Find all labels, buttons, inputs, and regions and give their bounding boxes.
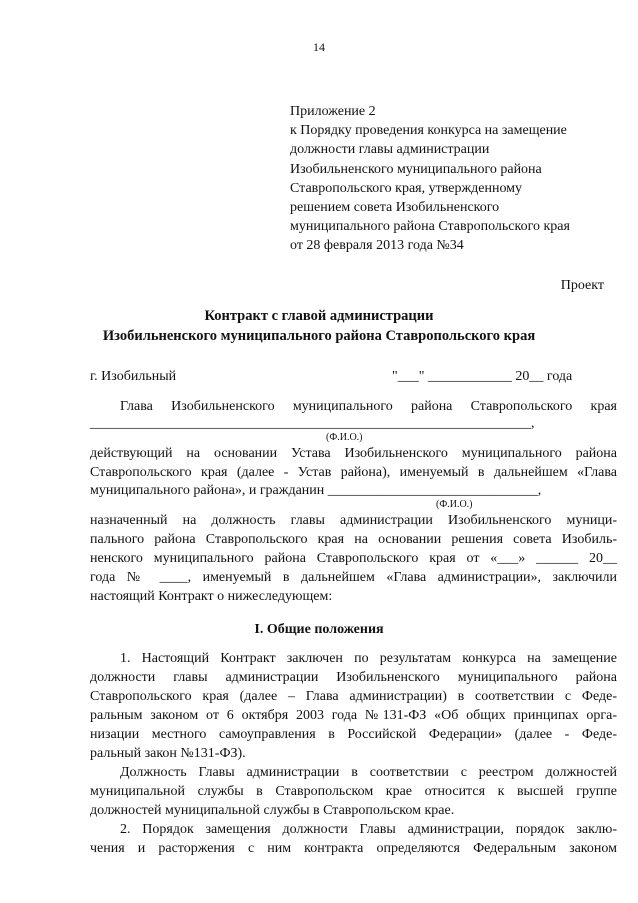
draft-label: Проект [560,278,604,293]
text-line: низации местного самоуправления в Российской Федерации» (далее - Феде- [90,727,617,742]
name-blank-line: _______________________________________________________________, [90,416,535,431]
text-line: Должность Главы администрации в соответствии с реестром должностей [120,765,617,780]
appendix-line: Приложение 2 [290,104,376,119]
text-line: 2. Порядок замещения должности Главы администрации, порядок заклю- [120,822,617,837]
text-line: 1. Настоящий Контракт заключен по результатам конкурса на замещение [120,651,617,666]
fio-caption: (Ф.И.О.) [326,432,363,443]
appendix-line: к Порядку проведения конкурса на замещение [290,123,567,139]
text-line: Ставропольского края (далее – Глава администрации) в соответствии с Феде- [90,689,617,704]
text-line: назначенный на должность главы администрации Изобильненского муници- [90,513,617,528]
text-line: Глава Изобильненского муниципального района Ставропольского края [120,399,617,414]
text-line: настоящий Контракт о нижеследующем: [90,589,333,604]
text-line: ненского муниципального района Ставропольского края от «___» ______ 20__ [90,551,617,566]
text-line: действующий на основании Устава Изобильненского муниципального района [90,446,617,461]
text-line: должностей муниципальной службы в Ставропольском крае. [90,803,455,818]
appendix-line: решением совета Изобильненского [290,200,500,216]
appendix-block [290,102,570,256]
text-line: ральный закон №131-ФЗ). [90,746,246,761]
section-1-body [90,649,617,858]
appendix-line: муниципального района Ставропольского края [290,219,570,235]
text-line: муниципального района», и гражданин ______________________________, [90,483,542,498]
page-number: 14 [313,40,325,54]
text-line: Ставропольского края (далее - Устав района), именуемый в дальнейшем «Глава [90,465,617,480]
section-title: I. Общие положения [254,622,384,637]
document-title-line-1: Контракт с главой администрации [204,308,434,324]
text-line: года № ____, именуемый в дальнейшем «Глава администрации», заключили [90,570,617,585]
text-line: чения и расторжения с ним контракта определяются Федеральным законом [90,841,617,856]
text-line: должности главы администрации Изобильненского муниципального района [90,670,617,685]
place-of-signing: г. Изобильный [90,369,177,384]
text-line: ральным законом от 6 октября 2003 года №131-ФЗ «Об общих принципах орга- [90,708,617,723]
fio-caption: (Ф.И.О.) [436,499,473,510]
appendix-line: должности главы администрации [290,142,490,158]
appendix-line: Изобильненского муниципального района [290,161,542,177]
preamble [90,397,617,606]
text-line: муниципальной службы в Ставропольском крае относится к высшей группе [90,784,617,799]
contract-date-line: "___" ____________ 20__ года [392,369,573,384]
text-line: пального района Ставропольского края на основании решения совета Изобиль- [90,532,617,547]
appendix-line: от 28 февраля 2013 года №34 [290,238,464,254]
document-title-line-2: Изобильненского муниципального района Ставропольского края [102,328,536,344]
appendix-line: Ставропольского края, утвержденному [290,180,523,196]
